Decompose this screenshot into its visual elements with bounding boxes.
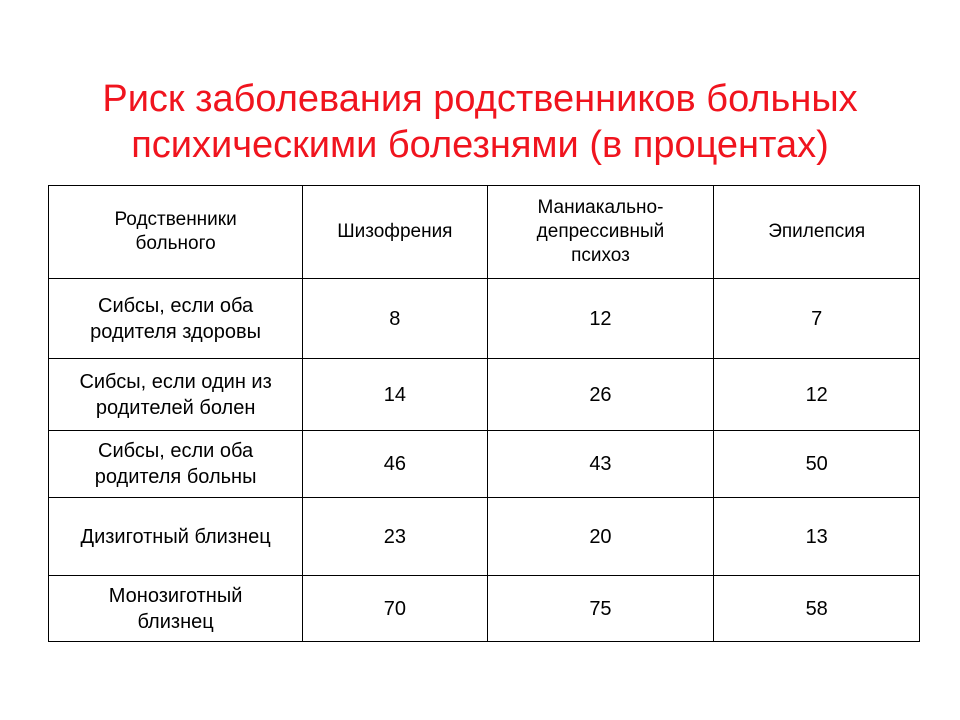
cell-relative: Дизиготный близнец bbox=[49, 498, 303, 576]
table-row bbox=[49, 359, 920, 431]
cell-epilepsy: 13 bbox=[714, 498, 920, 576]
cell-schizophrenia: 14 bbox=[303, 359, 487, 431]
cell-manic-depressive: 20 bbox=[487, 498, 714, 576]
cell-schizophrenia: 23 bbox=[303, 498, 487, 576]
cell-epilepsy: 7 bbox=[714, 279, 920, 359]
table-row bbox=[49, 576, 920, 642]
header-manic-depressive: Маниакально- депрессивный психоз bbox=[487, 186, 714, 279]
table-header-row bbox=[49, 186, 920, 279]
cell-relative: Сибсы, если оба родителя здоровы bbox=[49, 279, 303, 359]
header-schizophrenia: Шизофрения bbox=[303, 186, 487, 279]
table-row bbox=[49, 431, 920, 498]
cell-schizophrenia: 46 bbox=[303, 431, 487, 498]
cell-relative: Монозиготный близнец bbox=[49, 576, 303, 642]
cell-schizophrenia: 8 bbox=[303, 279, 487, 359]
slide-title: Риск заболевания родственников больных психическими болезнями (в процентах) bbox=[102, 78, 858, 166]
table-row bbox=[49, 279, 920, 359]
table-row bbox=[49, 498, 920, 576]
cell-epilepsy: 12 bbox=[714, 359, 920, 431]
cell-manic-depressive: 12 bbox=[487, 279, 714, 359]
header-epilepsy: Эпилепсия bbox=[714, 186, 920, 279]
cell-epilepsy: 50 bbox=[714, 431, 920, 498]
risk-table bbox=[48, 185, 920, 642]
cell-manic-depressive: 75 bbox=[487, 576, 714, 642]
header-relatives: Родственники больного bbox=[49, 186, 303, 279]
cell-manic-depressive: 26 bbox=[487, 359, 714, 431]
cell-relative: Сибсы, если один из родителей болен bbox=[49, 359, 303, 431]
cell-manic-depressive: 43 bbox=[487, 431, 714, 498]
cell-epilepsy: 58 bbox=[714, 576, 920, 642]
cell-relative: Сибсы, если оба родителя больны bbox=[49, 431, 303, 498]
cell-schizophrenia: 70 bbox=[303, 576, 487, 642]
